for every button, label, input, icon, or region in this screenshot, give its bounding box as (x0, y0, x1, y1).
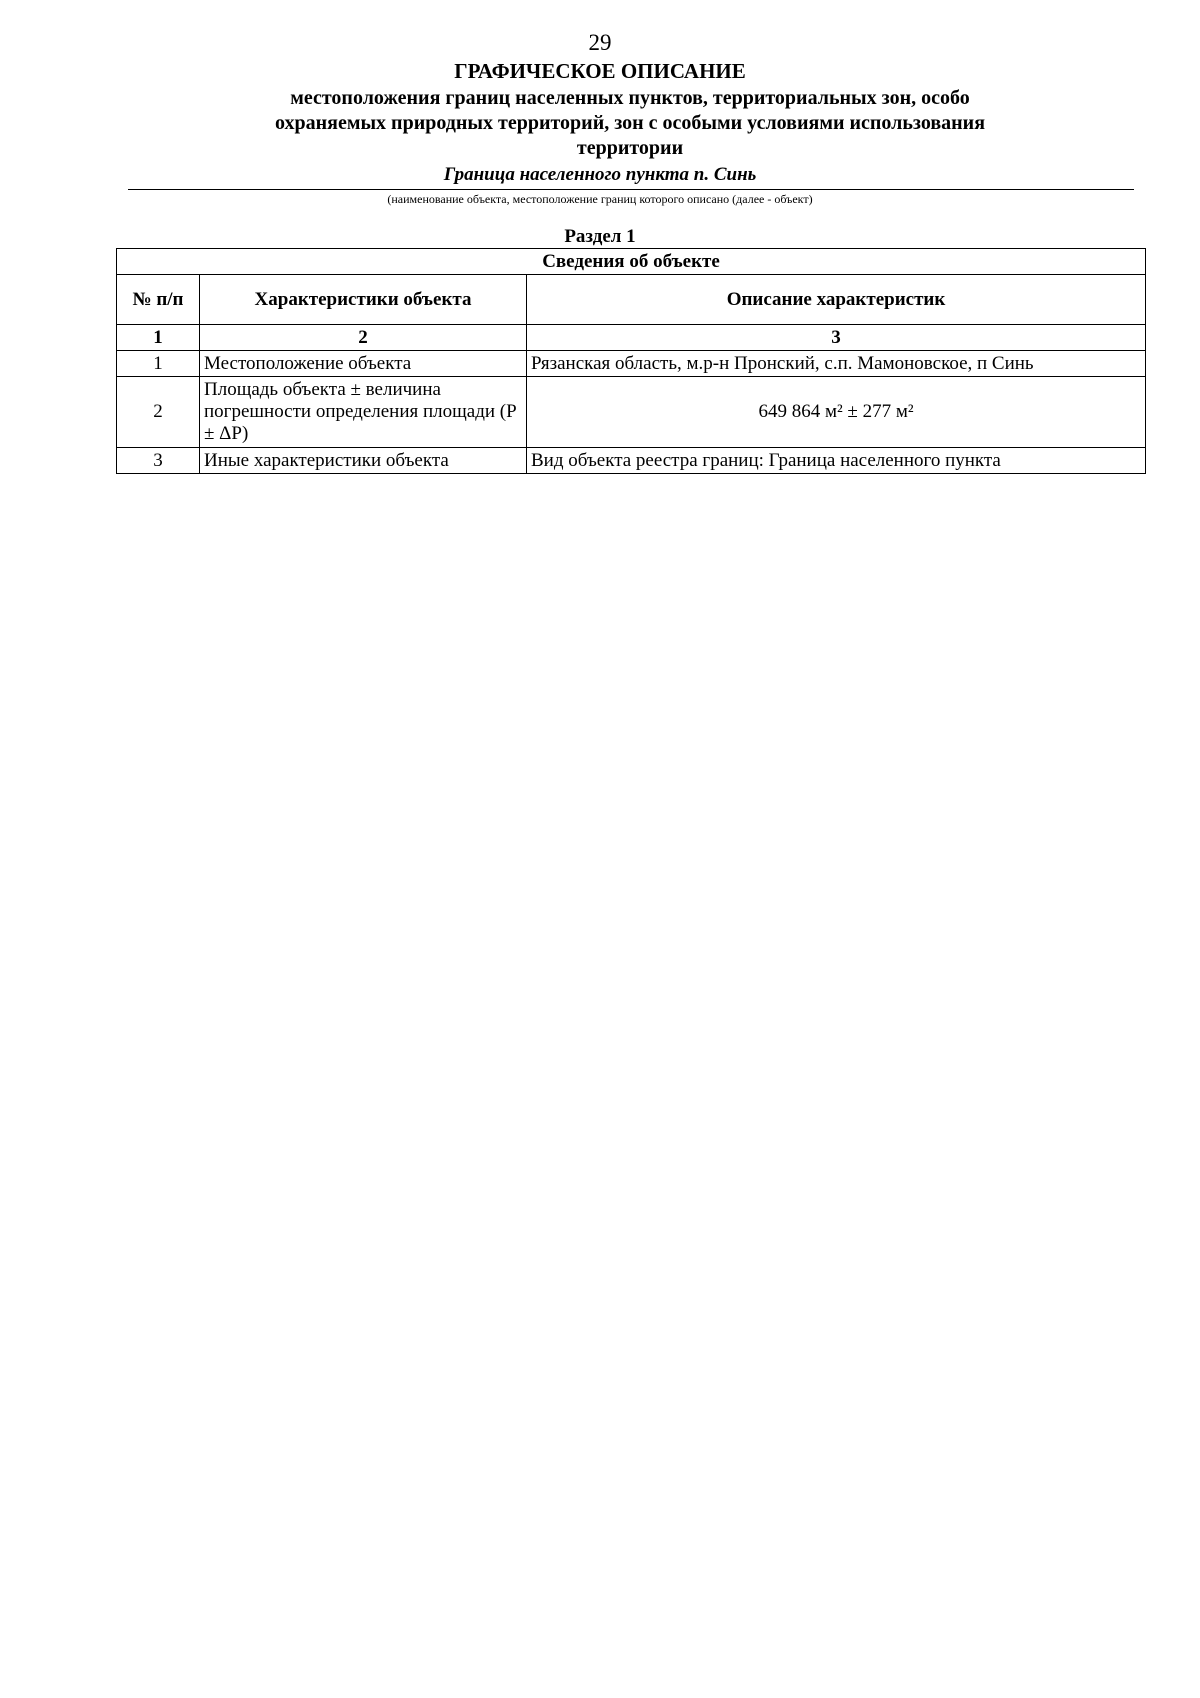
table-row (117, 448, 1146, 474)
object-name-caption: (наименование объекта, местоположение границ которого описано (далее - объект) (387, 192, 813, 206)
object-name-underline (128, 189, 1134, 190)
row-number: 1 (117, 351, 200, 377)
document-subtitle: местоположения границ населенных пунктов, территориальных зон, особо охраняемых природных территорий, зон с особыми условиями использования территории (274, 87, 986, 159)
table-caption-row (117, 249, 1146, 275)
header-number: № п/п (117, 275, 200, 325)
column-number-row (117, 325, 1146, 351)
page-number: 29 (588, 30, 612, 55)
row-description: Рязанская область, м.р-н Пронский, с.п. Мамоновское, п Синь (527, 351, 1146, 377)
header-characteristic: Характеристики объекта (200, 275, 527, 325)
row-description: Вид объекта реестра границ: Граница населенного пункта (527, 448, 1146, 474)
column-number: 2 (200, 325, 527, 351)
object-info-table (116, 248, 1146, 474)
section-title: Раздел 1 (564, 226, 636, 247)
object-name: Граница населенного пункта п. Синь (443, 164, 757, 185)
table-header-row (117, 275, 1146, 325)
column-number: 1 (117, 325, 200, 351)
table-caption: Сведения об объекте (117, 249, 1146, 275)
row-number: 2 (117, 377, 200, 448)
row-description: 649 864 м² ± 277 м² (527, 377, 1146, 448)
document-title: ГРАФИЧЕСКОЕ ОПИСАНИЕ (454, 59, 746, 83)
row-characteristic: Площадь объекта ± величина погрешности определения площади (P ± ΔP) (200, 377, 527, 448)
row-characteristic: Местоположение объекта (200, 351, 527, 377)
column-number: 3 (527, 325, 1146, 351)
table-row (117, 351, 1146, 377)
table-row (117, 377, 1146, 448)
row-characteristic: Иные характеристики объекта (200, 448, 527, 474)
row-number: 3 (117, 448, 200, 474)
header-description: Описание характеристик (527, 275, 1146, 325)
